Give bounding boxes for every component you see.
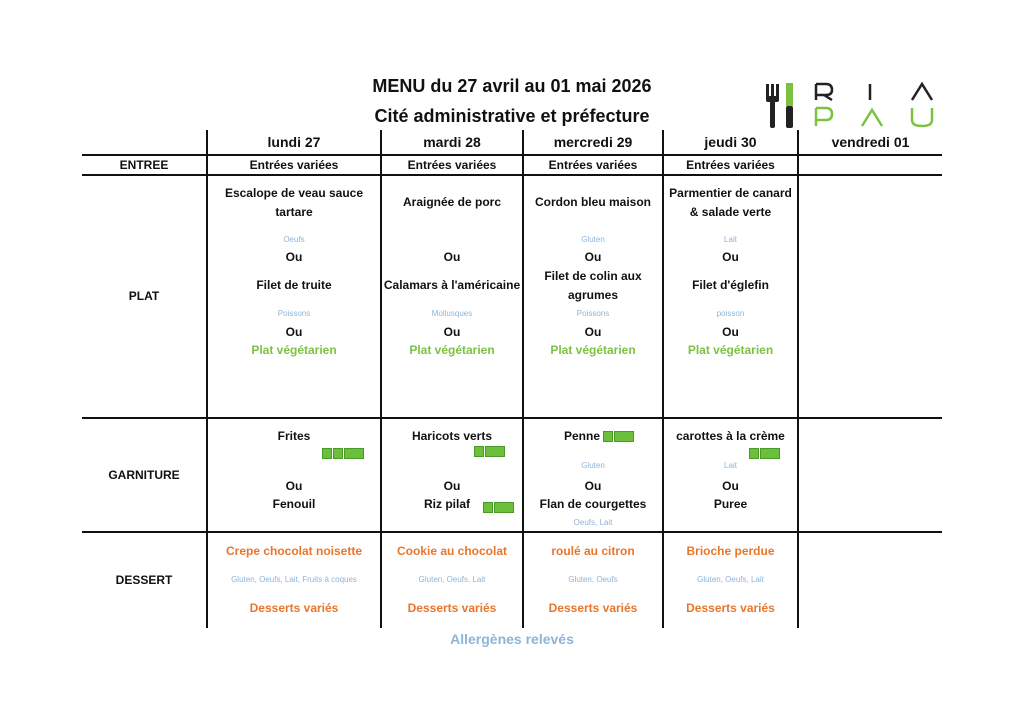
garniture-allergen1: Lait	[724, 461, 737, 470]
allergens-footer: Allergènes relevés	[450, 631, 574, 647]
organic-label-icon	[321, 446, 364, 464]
plat-or: Ou	[443, 250, 461, 264]
dessert-alt: Desserts variés	[548, 601, 638, 615]
dessert-item: Cookie au chocolat	[396, 544, 508, 558]
fork-icon	[766, 84, 779, 128]
plat-or: Ou	[722, 250, 739, 264]
dessert-allergens: Gluten, Oeufs, Lait, Fruits à coques	[231, 575, 357, 584]
plat-allergen1: Oeufs	[283, 235, 305, 244]
row-label-dessert: DESSERT	[115, 573, 173, 587]
plat-vegetarian: Plat végétarien	[687, 343, 774, 357]
garniture-or: Ou	[584, 479, 602, 493]
garniture-or: Ou	[722, 479, 739, 493]
plat-dish1: Parmentier de canard & salade verte	[669, 186, 792, 219]
organic-label-icon	[482, 500, 514, 518]
plat-or: Ou	[584, 325, 602, 339]
plat-dish2: Calamars à l'américaine	[383, 278, 521, 292]
organic-label-icon	[602, 429, 634, 447]
garniture-or: Ou	[285, 479, 303, 493]
plat-dish1: Escalope de veau sauce tartare	[224, 186, 364, 219]
organic-label-icon	[473, 444, 505, 462]
day-header-thursday: jeudi 30	[704, 134, 757, 150]
grid-line	[82, 417, 942, 419]
garniture-item2: Fenouil	[272, 497, 316, 511]
plat-vegetarian: Plat végétarien	[409, 343, 495, 357]
plat-allergen1: Gluten	[581, 235, 605, 244]
plat-dish2: Filet de truite	[256, 278, 332, 292]
plat-dish2: Filet de colin aux agrumes	[544, 269, 642, 302]
menu-subtitle: Cité administrative et préfecture	[374, 106, 650, 126]
dessert-alt: Desserts variés	[407, 601, 497, 615]
grid-line	[82, 531, 942, 533]
plat-or: Ou	[722, 325, 739, 339]
entree-cell: Entrées variées	[686, 158, 775, 172]
plat-allergen2: poisson	[716, 309, 745, 318]
dessert-item: Brioche perdue	[686, 544, 775, 558]
entree-cell: Entrées variées	[548, 158, 638, 172]
dessert-allergens: Gluten, Oeufs, Lait	[697, 575, 764, 584]
dessert-allergens: Gluten, Oeufs	[568, 575, 618, 584]
garniture-item1: carottes à la crème	[676, 429, 785, 443]
plat-dish1: Araignée de porc	[402, 195, 502, 209]
day-header-monday: lundi 27	[267, 134, 321, 150]
garniture-item2: Puree	[713, 497, 748, 511]
plat-or: Ou	[443, 325, 461, 339]
menu-title: MENU du 27 avril au 01 mai 2026	[372, 76, 652, 96]
day-header-friday: vendredi 01	[831, 134, 910, 150]
plat-dish2: Filet d'églefin	[692, 278, 769, 292]
plat-or: Ou	[285, 325, 303, 339]
plat-dish1: Cordon bleu maison	[534, 195, 651, 209]
plat-vegetarian: Plat végétarien	[550, 343, 636, 357]
dessert-item: Crepe chocolat noisette	[225, 544, 363, 558]
entree-cell: Entrées variées	[249, 158, 339, 172]
grid-line	[797, 130, 799, 628]
knife-icon	[786, 83, 793, 128]
garniture-or: Ou	[443, 479, 461, 493]
garniture-item2: Riz pilaf	[423, 497, 470, 511]
plat-or: Ou	[584, 250, 602, 264]
dessert-alt: Desserts variés	[686, 601, 775, 615]
garniture-item1: Penne	[563, 429, 600, 443]
dessert-item: roulé au citron	[551, 544, 635, 558]
day-header-tuesday: mardi 28	[423, 134, 481, 150]
garniture-item1: Frites	[277, 429, 311, 443]
dessert-allergens: Gluten, Oeufs, Lait	[418, 575, 486, 584]
plat-allergen2: Poissons	[277, 309, 311, 318]
garniture-item1: Haricots verts	[411, 429, 493, 443]
dessert-alt: Desserts variés	[249, 601, 339, 615]
garniture-allergen2: Oeufs, Lait	[573, 518, 613, 527]
plat-or: Ou	[285, 250, 303, 264]
entree-cell: Entrées variées	[407, 158, 497, 172]
row-label-garniture: GARNITURE	[108, 468, 180, 482]
garniture-item2: Flan de courgettes	[539, 497, 647, 511]
plat-allergen2: Mollusques	[431, 309, 473, 318]
ria-pau-logo	[762, 80, 944, 130]
day-header-wednesday: mercredi 29	[553, 134, 633, 150]
plat-allergen1: Lait	[724, 235, 737, 244]
garniture-allergen1: Gluten	[581, 461, 605, 470]
row-label-plat: PLAT	[128, 289, 160, 303]
plat-allergen2: Poissons	[576, 309, 610, 318]
row-label-entree: ENTREE	[119, 158, 169, 172]
plat-vegetarian: Plat végétarien	[251, 343, 337, 357]
